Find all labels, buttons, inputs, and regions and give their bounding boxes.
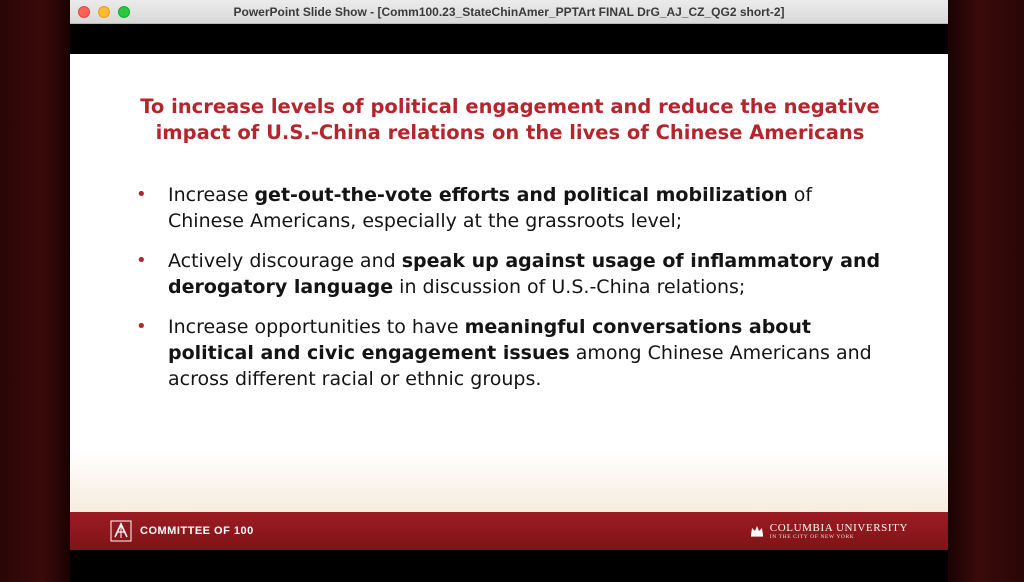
columbia-university-logo [750,522,908,540]
desktop-background-right [948,0,1024,582]
bullet-text-plain: among Chinese Americans and across different racial or ethnic groups. [168,342,872,390]
bullet-text-bold: speak up against usage of inflammatory and derogatory language [168,250,881,298]
slideshow-window [70,0,948,582]
slide-heading-line-2: impact of U.S.-China relations on the lives of Chinese Americans [155,121,865,144]
slide-heading [110,94,910,146]
title-bar[interactable] [70,0,948,24]
bullet-text-plain: Increase [168,184,255,206]
bullet-marker: • [136,250,147,271]
university-subtitle: IN THE CITY OF NEW YORK [769,534,855,540]
bullet-item-3 [132,314,892,392]
bullet-text-plain: Increase opportunities to have [168,316,465,338]
crown-icon [750,525,764,537]
minimize-window-button[interactable] [98,6,110,18]
window-title: PowerPoint Slide Show - [Comm100.23_StateChinAmer_PPTArt FINAL DrG_AJ_CZ_QG2 short-2] [233,4,785,19]
committee-name: COMMITTEE OF 100 [140,525,254,537]
bullet-text-bold: get-out-the-vote efforts and political mobilization [254,184,788,206]
bullet-item-2 [132,248,892,300]
bullet-text-plain: of Chinese Americans, especially at the grassroots level; [168,184,813,232]
slide-canvas[interactable] [70,54,948,550]
close-window-button[interactable] [78,6,90,18]
slide-footer [70,512,948,550]
maximize-window-button[interactable] [118,6,130,18]
desktop-background-left [0,0,70,582]
bullet-marker: • [136,184,147,205]
bullet-marker: • [136,316,147,337]
bullet-text-plain: in discussion of U.S.-China relations; [393,276,746,298]
bullet-item-1 [132,182,892,234]
committee-of-100-logo [110,520,254,542]
university-name: COLUMBIA UNIVERSITY [769,522,908,534]
window-controls [78,6,130,18]
bullet-list [132,182,892,406]
bullet-text-bold: meaningful conversations about political and civic engagement issues [168,316,811,364]
university-text [770,522,908,540]
slide-heading-line-1: To increase levels of political engagement and reduce the negative [140,95,880,118]
committee-emblem-icon [110,520,132,542]
bullet-text-plain: Actively discourage and [168,250,402,272]
